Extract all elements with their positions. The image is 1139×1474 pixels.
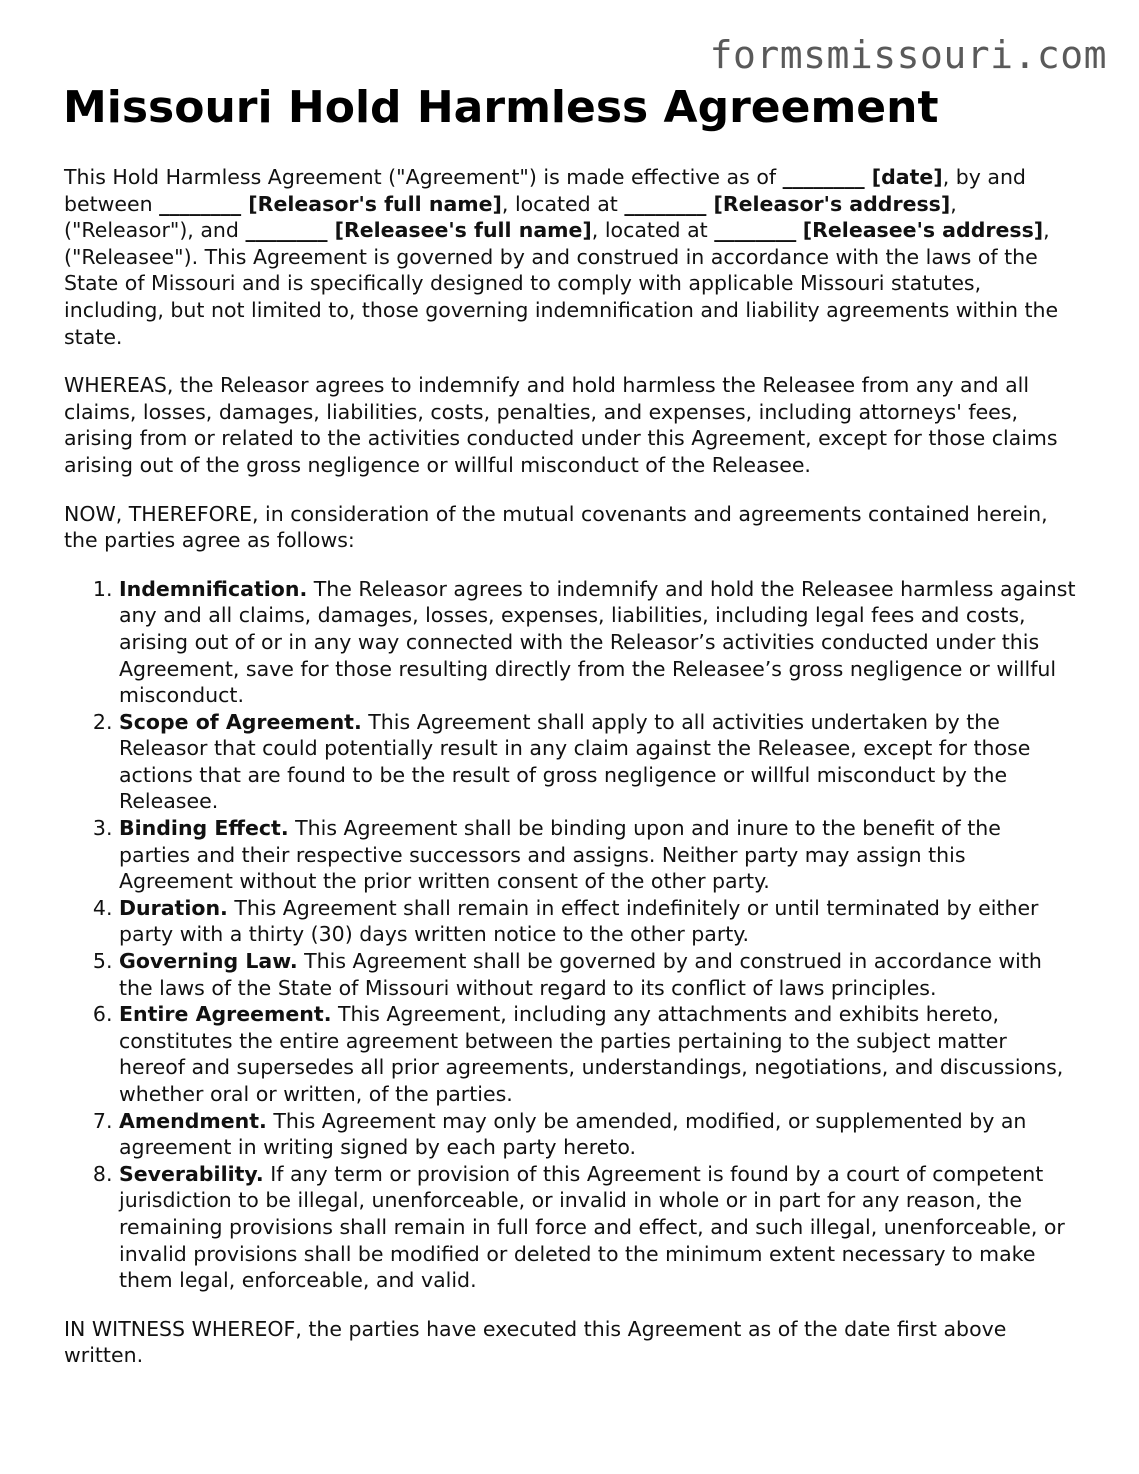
document-body <box>64 164 1076 1391</box>
releasee-name-blank[interactable]: ________ <box>245 218 328 243</box>
releasor-name-placeholder: [Releasor's full name] <box>241 191 502 216</box>
list-item <box>119 948 1076 1001</box>
term-body: This Agreement may only be amended, modified, or supplemented by an agreement in writing signed by each party hereto. <box>119 1108 1027 1160</box>
intro-text: , ("Releasor"), and <box>64 191 957 243</box>
date-blank[interactable]: ________ <box>782 165 865 189</box>
intro-paragraph <box>64 164 1076 350</box>
term-heading: Entire Agreement. <box>119 1002 332 1027</box>
date-placeholder: [date] <box>864 165 943 189</box>
document-title: Missouri Hold Harmless Agreement <box>63 82 939 133</box>
releasor-name-blank[interactable]: ________ <box>159 191 242 216</box>
term-body: This Agreement, including any attachments and exhibits hereto, constitutes the entire agreement between the parties pertaining to the subject matter hereof and supersedes all prior agreements, understandings, negotiations, and discussions, whether oral or written, of the parties. <box>119 1002 1064 1106</box>
terms-list <box>64 576 1076 1294</box>
releasee-address-blank[interactable]: ________ <box>714 218 797 243</box>
term-body: The Releasor agrees to indemnify and hold the Releasee harmless against any and all claims, damages, losses, expenses, liabilities, including legal fees and costs, arising out of or in any way connected with the Releasor’s activities conducted under this Agreement, save for those resulting directly from the Releasee’s gross negligence or willful misconduct. <box>119 576 1076 708</box>
term-heading: Scope of Agreement. <box>119 709 362 734</box>
releasee-name-placeholder: [Releasee's full name] <box>327 218 592 243</box>
term-body: This Agreement shall apply to all activities undertaken by the Releasor that could potentially result in any claim against the Releasee, except for those actions that are found to be the result of gross negligence or willful misconduct by the Releasee. <box>119 709 1031 814</box>
list-item <box>119 1161 1076 1294</box>
term-body: If any term or provision of this Agreement is found by a court of competent jurisdiction to be illegal, unenforceable, or invalid in whole or in part for any reason, the remaining provisions shall remain in full force and effect, and such illegal, unenforceable, or invalid provisions shall be modified or deleted to the minimum extent necessary to make them legal, enforceable, and valid. <box>119 1161 1065 1293</box>
witness-paragraph: IN WITNESS WHEREOF, the parties have executed this Agreement as of the date first above written. <box>64 1316 1007 1368</box>
now-therefore-paragraph: NOW, THEREFORE, in consideration of the mutual covenants and agreements contained herein, the parties agree as follows: <box>64 501 1048 553</box>
intro-text: , located at <box>591 218 715 243</box>
releasee-address-placeholder: [Releasee's address] <box>802 218 1044 243</box>
term-heading: Severability. <box>119 1161 264 1186</box>
intro-text: This Hold Harmless Agreement ("Agreement") is made effective as of <box>64 165 783 189</box>
intro-text: , by and between <box>64 165 1026 216</box>
term-heading: Duration. <box>119 895 228 920</box>
term-heading: Governing Law. <box>119 949 298 974</box>
intro-text: , ("Releasee"). This Agreement is governed by and construed in accordance with the laws of the State of Missouri and is specifically designed to comply with applicable Missouri statutes, including, but not limited to, those governing indemnification and liability agreements within the state. <box>64 218 1059 349</box>
term-heading: Indemnification. <box>119 576 308 601</box>
list-item <box>119 1001 1076 1107</box>
list-item <box>119 576 1076 709</box>
term-body: This Agreement shall remain in effect indefinitely or until terminated by either party with a thirty (30) days written notice to the other party. <box>119 895 1039 947</box>
term-body: This Agreement shall be binding upon and inure to the benefit of the parties and their respective successors and assigns. Neither party may assign this Agreement without the prior written consent of the other party. <box>119 816 1001 894</box>
term-heading: Binding Effect. <box>119 816 289 841</box>
site-watermark: formsmissouri.com <box>709 33 1107 77</box>
list-item <box>119 815 1076 895</box>
term-heading: Amendment. <box>119 1108 267 1133</box>
whereas-paragraph: WHEREAS, the Releasor agrees to indemnify and hold harmless the Releasee from any and all claims, losses, damages, liabilities, costs, penalties, and expenses, including attorneys' fees, arising from or related to the activities conducted under this Agreement, except for those claims arising out of the gross negligence or willful misconduct of the Releasee. <box>64 373 1058 477</box>
intro-text: , located at <box>501 191 625 216</box>
releasor-address-placeholder: [Releasor's address] <box>706 191 951 216</box>
list-item <box>119 1108 1076 1161</box>
list-item <box>119 709 1076 815</box>
term-body: This Agreement shall be governed by and construed in accordance with the laws of the State of Missouri without regard to its conflict of laws principles. <box>119 949 1042 1000</box>
list-item <box>119 895 1076 948</box>
releasor-address-blank[interactable]: ________ <box>624 191 707 216</box>
